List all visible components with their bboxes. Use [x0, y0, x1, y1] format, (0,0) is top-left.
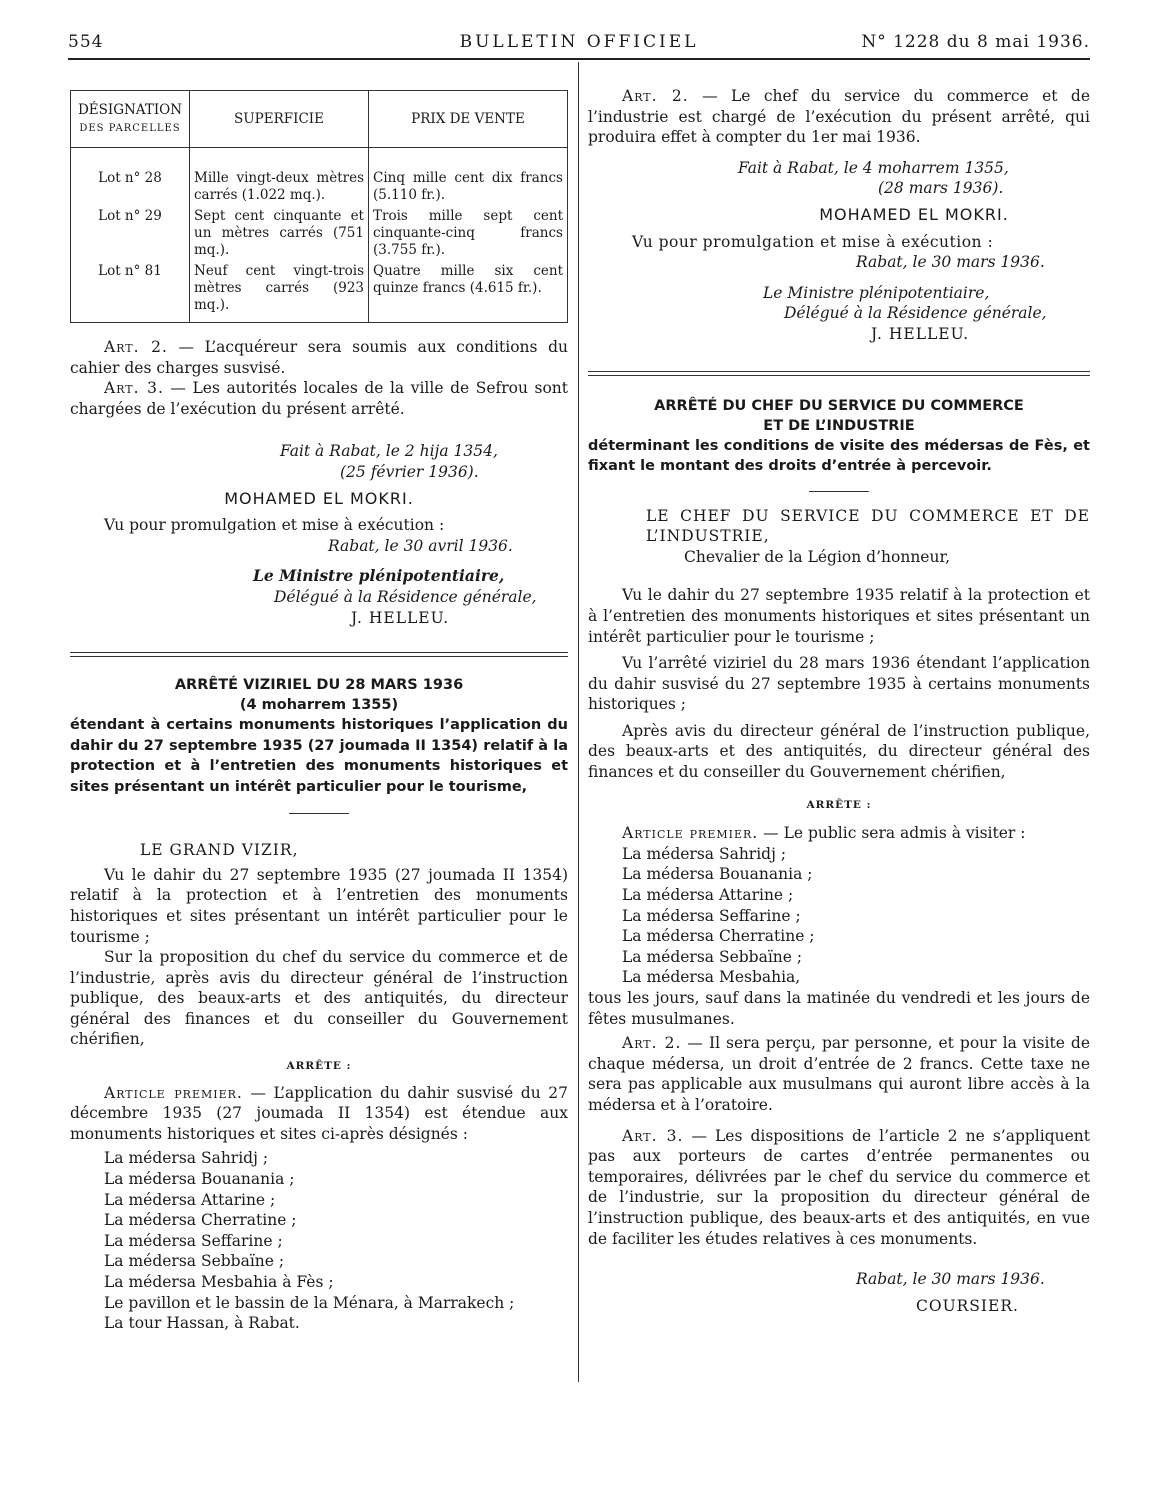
prix-cell: Trois mille sept cent cinquante-cinq francs (3.755 fr.).: [369, 206, 568, 261]
helleu-name: J. HELLEU.: [351, 608, 450, 627]
left-column: [70, 90, 568, 1334]
closing-signer: COURSIER.: [916, 1296, 1019, 1315]
article-text: — Le chef du service du commerce et de l’industrie est chargé de l’exécution du présent arrêté, qui produira effet à compter du 1er mai 1936.: [588, 87, 1091, 147]
grand-vizir-heading: LE GRAND VIZIR,: [140, 841, 299, 860]
list-item: La médersa Sahridj ;: [104, 1149, 269, 1168]
col-header-prix: PRIX DE VENTE: [369, 91, 568, 148]
section-divider: [588, 371, 1090, 376]
article-label: Article premier.: [104, 1083, 243, 1102]
monuments-list: [70, 1148, 568, 1333]
list-item: La médersa Cherratine ;: [622, 927, 815, 946]
signer-name: MOHAMED EL MOKRI.: [819, 204, 1009, 224]
vu-paragraph-1: Vu le dahir du 27 septembre 1935 relatif à la protection et à l’entretien des monuments historiques et sites présentant un intérêt particulier pour le tourisme ;: [588, 586, 1090, 646]
article-label: Article premier.: [622, 824, 759, 843]
article-1-paragraph: [588, 823, 1090, 844]
superficie-cell: Sept cent cinquante et un mètres carrés (751 mq.).: [190, 206, 369, 261]
chef-heading: LE CHEF DU SERVICE DU COMMERCE ET DE L’INDUSTRIE,: [646, 506, 1090, 546]
fait-a-date: (28 mars 1936).: [878, 179, 1004, 198]
article-3-paragraph: [70, 378, 568, 419]
lot-cell: Lot n° 29: [71, 206, 190, 261]
list-item: La médersa Mesbahia à Fès ;: [104, 1273, 334, 1291]
article-2-paragraph: [588, 1033, 1090, 1115]
fait-a-line: Fait à Rabat, le 2 hija 1354,: [280, 442, 498, 461]
promulgation-date: Rabat, le 30 mars 1936.: [856, 253, 1045, 272]
signature-block: [70, 441, 568, 628]
right-column: [588, 86, 1090, 1316]
arrete-heading: ARRÊTE :: [806, 798, 872, 811]
issue-number: N° 1228 du 8 mai 1936.: [861, 32, 1090, 52]
promulgation-date: Rabat, le 30 avril 1936.: [328, 536, 513, 555]
article-label: Art. 2.: [622, 1034, 682, 1053]
list-item: La médersa Seffarine ;: [104, 1231, 283, 1250]
table-header-row: [71, 91, 568, 148]
section-subtitle: étendant à certains monuments historiques l’application du dahir du 27 septembre 1935 (27 joumada II 1354) relatif à la protection et à l’entretien des monuments historiques et sites présentant un intérêt particulier pour le tourisme,: [70, 717, 568, 795]
publication-title: BULLETIN OFFICIEL: [459, 32, 699, 52]
list-item: La médersa Attarine ;: [622, 886, 794, 905]
article-text: — Les dispositions de l’article 2 ne s’appliquent pas aux porteurs de cartes d’entrée permanentes ou temporaires, délivrées par le chef du service du commerce et de l’industrie, sur la proposition du directeur général de l’instruction publique, des beaux-arts et des antiquités, en vue de faciliter les études relatives à ces monuments.: [588, 1126, 1090, 1248]
section-divider: [70, 652, 568, 657]
designation-label: DÉSIGNATION: [77, 101, 183, 118]
list-item: La médersa Bouanania ;: [622, 865, 813, 884]
list-item: La médersa Cherratine ;: [104, 1211, 297, 1230]
article-label: Art. 3.: [104, 379, 164, 398]
col-header-superficie: SUPERFICIE: [190, 91, 369, 148]
table-row: [71, 148, 568, 207]
column-rule: [578, 62, 579, 1382]
helleu-name: J. HELLEU.: [871, 324, 970, 343]
list-item: La médersa Sebbaïne ;: [622, 947, 803, 966]
lot-cell: Lot n° 28: [71, 148, 190, 207]
article-label: Art. 3.: [622, 1126, 684, 1145]
signer-name: MOHAMED EL MOKRI.: [224, 488, 414, 508]
apres-paragraph: Après avis du directeur général de l’instruction publique, des beaux-arts et des antiquités, du directeur général des finances et du conseiller du Gouvernement chérifien,: [588, 721, 1090, 782]
delegue-title: Délégué à la Résidence générale,: [274, 587, 537, 606]
section-subtitle: déterminant les conditions de visite des médersas de Fès, et fixant le montant des droits d’entrée à percevoir.: [588, 437, 1090, 475]
page-header: [68, 28, 1090, 56]
arrete-viziriel-section: [70, 675, 568, 1334]
article-text: — Il sera perçu, par personne, et pour la visite de chaque médersa, un droit d’entrée de 2 francs. Cette taxe ne sera pas applicable aux musulmans qui auront libre accès à la médersa et à l’oratoire.: [588, 1034, 1090, 1114]
prix-cell: Cinq mille cent dix francs (5.110 fr.).: [369, 148, 568, 207]
table-row: [71, 206, 568, 261]
article-text: — L’acquéreur sera soumis aux conditions du cahier des charges susvisé.: [70, 338, 569, 377]
tous-les-jours-line: tous les jours, sauf dans la matinée du vendredi et les jours de fêtes musulmanes.: [588, 989, 1090, 1028]
arrete-heading: ARRÊTE :: [286, 1060, 352, 1073]
signature-block: [588, 158, 1090, 345]
article-3-paragraph: [588, 1126, 1090, 1250]
section-title: ARRÊTÉ VIZIRIEL DU 28 MARS 1936: [174, 677, 464, 694]
list-item: La médersa Attarine ;: [104, 1190, 276, 1209]
ministre-title: Le Ministre plénipotentiaire,: [763, 283, 990, 302]
list-item: La médersa Bouanania ;: [104, 1170, 295, 1189]
article-text: — L’application du dahir susvisé du 27 décembre 1935 (27 joumada II 1354) est étendue aux monuments historiques et sites ci-après désignés :: [70, 1083, 568, 1143]
article-1-paragraph: [70, 1083, 568, 1145]
ministre-title: Le Ministre plénipotentiaire,: [253, 566, 505, 586]
list-item: La médersa Sebbaïne ;: [104, 1252, 285, 1271]
list-item: La tour Hassan, à Rabat.: [104, 1314, 300, 1333]
fait-a-line: Fait à Rabat, le 4 moharrem 1355,: [738, 158, 1009, 177]
table-row: [71, 261, 568, 323]
header-rule: [68, 58, 1090, 60]
short-divider: [289, 813, 349, 814]
section-title-continued: ET DE L’INDUSTRIE: [763, 417, 915, 434]
article-label: Art. 2.: [622, 87, 689, 105]
delegue-title: Délégué à la Résidence générale,: [784, 304, 1047, 323]
lot-cell: Lot n° 81: [71, 261, 190, 323]
page-number: 554: [68, 32, 104, 52]
article-2-paragraph: [588, 86, 1090, 148]
section-title: ARRÊTÉ DU CHEF DU SERVICE DU COMMERCE: [654, 397, 1024, 414]
list-item: La médersa Mesbahia,: [622, 968, 801, 987]
closing-date: Rabat, le 30 mars 1936.: [856, 1270, 1045, 1289]
list-item: La médersa Sahridj ;: [622, 844, 787, 863]
prix-cell: Quatre mille six cent quinze francs (4.615 fr.).: [369, 261, 568, 323]
fait-a-date: (25 février 1936).: [340, 462, 479, 481]
designation-sub-label: DES PARCELLES: [79, 122, 181, 134]
article-text: — Les autorités locales de la ville de Sefrou sont chargées de l’exécution du présent arrêté.: [70, 379, 569, 418]
article-2-paragraph: [70, 337, 568, 378]
section-date: (4 moharrem 1355): [239, 697, 399, 714]
promulgation-line: Vu pour promulgation et mise à exécution :: [632, 232, 994, 251]
arrete-chef-service-section: [588, 396, 1090, 1317]
article-label: Art. 2.: [104, 338, 168, 356]
list-item: La médersa Seffarine ;: [622, 906, 801, 925]
article-text: — Le public sera admis à visiter :: [758, 824, 1026, 843]
col-header-designation: [71, 91, 190, 148]
list-item: Le pavillon et le bassin de la Ménara, à Marrakech ;: [104, 1293, 515, 1312]
vu-paragraph-2: Vu l’arrêté viziriel du 28 mars 1936 étendant l’application du dahir susvisé du 27 septembre 1935 à certains monuments historiques ;: [588, 654, 1090, 714]
vu-paragraph: Vu le dahir du 27 septembre 1935 (27 joumada II 1354) relatif à la protection et à l’entretien des monuments historiques et sites présentant un intérêt particulier pour le tourisme ;: [70, 865, 568, 946]
superficie-cell: Neuf cent vingt-trois mètres carrés (923 mq.).: [190, 261, 369, 323]
medersas-list: [588, 844, 1090, 988]
promulgation-line: Vu pour promulgation et mise à exécution :: [104, 516, 445, 535]
superficie-cell: Mille vingt-deux mètres carrés (1.022 mq.).: [190, 148, 369, 207]
parcels-table: [70, 90, 568, 323]
chevalier-line: Chevalier de la Légion d’honneur,: [684, 547, 951, 566]
short-divider: [809, 491, 869, 492]
sur-paragraph: Sur la proposition du chef du service du commerce et de l’industrie, après avis du directeur général de l’instruction publique, des beaux-arts et des antiquités, du directeur général des finances et du conseiller du Gouvernement chérifien,: [70, 948, 568, 1049]
